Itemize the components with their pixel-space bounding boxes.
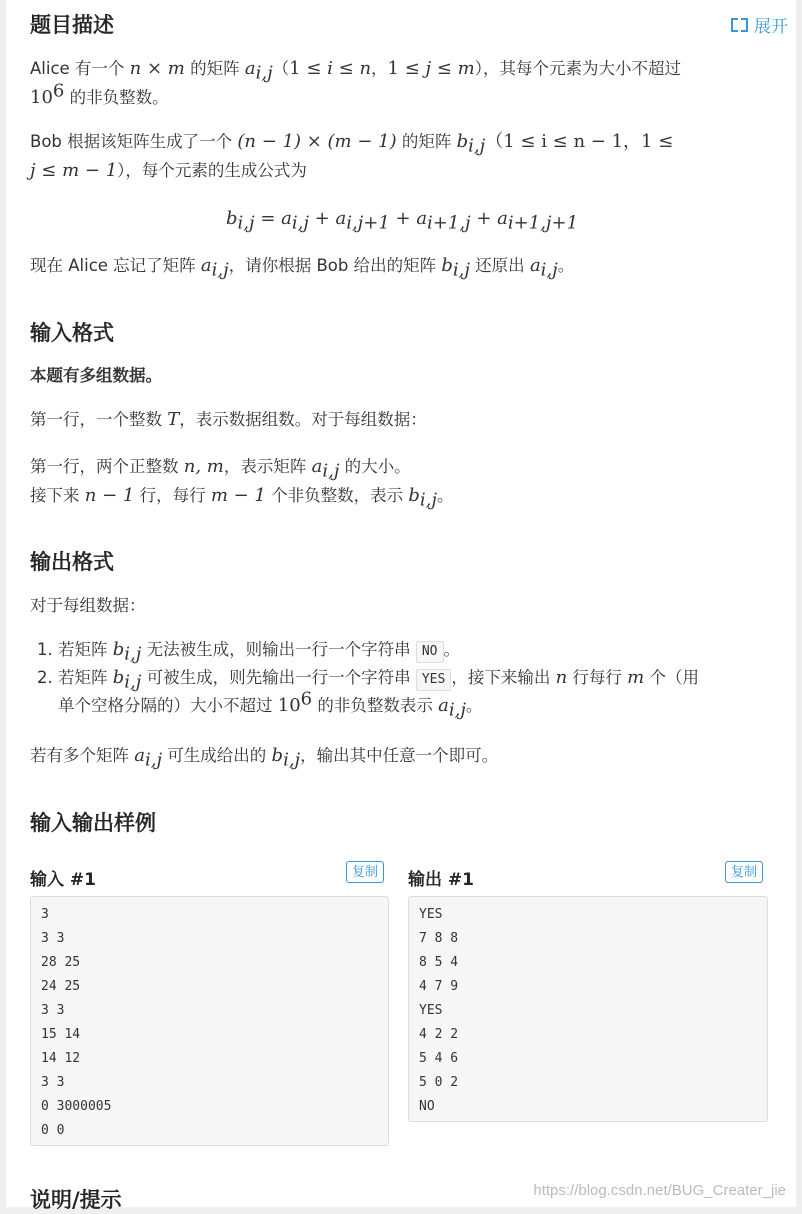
multi-test-note: 本题有多组数据。 <box>30 366 162 385</box>
input-line-3: 接下来 n − 1 行，每行 m − 1 个非负整数，表示 $b_{i,j}$。 <box>30 485 454 511</box>
output-rule-2: 2. 若矩阵 $b_{i,j}$ 可被生成，则先输出一行一个字符串 YES ，接下来输出 n 行每行 m 个（用 单个空格分隔的）大小不超过 $10^6$ 的非负整数表示 $a_{i,j}$。 <box>58 664 699 720</box>
sample-input-line: 0 3000005 <box>41 1099 112 1114</box>
problem-card <box>6 0 796 1212</box>
desc-line-4: j ≤ m − 1），每个元素的生成公式为 <box>30 160 307 181</box>
sample-output-line: 5 0 2 <box>419 1075 459 1090</box>
output-rule-1: 1. 若矩阵 $b_{i,j}$ 无法被生成，则输出一行一个字符串 NO 。 <box>58 636 699 664</box>
sample-input-line: 28 25 <box>41 955 81 970</box>
sample-input-line: 3 <box>41 907 49 922</box>
sample-output-label: 输出 #1 <box>408 870 474 890</box>
sample-input-line: 0 0 <box>41 1123 65 1138</box>
sample-output-line: 8 5 4 <box>419 955 459 970</box>
desc-line-1: Alice 有一个 n × m 的矩阵 $a_{i,j}(1 \le i \le n$，1 ≤ j ≤ m），其每个元素为大小不超过 <box>30 58 681 84</box>
copy-input-button[interactable]: 复制 <box>346 861 384 883</box>
sample-output-line: YES <box>419 907 443 922</box>
sample-input-line: 3 3 <box>41 1003 65 1018</box>
input-line-1: 第一行，一个整数 T，表示数据组数。对于每组数据： <box>30 409 427 430</box>
sample-input-line: 14 12 <box>41 1051 81 1066</box>
sample-output-line: 7 8 8 <box>419 931 459 946</box>
sample-output-line: 5 4 6 <box>419 1051 459 1066</box>
expand-label: 展开 <box>754 17 788 37</box>
output-final-note: 若有多个矩阵 $a_{i,j}$ 可生成给出的 $b_{i,j}$，输出其中任意一个即可。 <box>30 745 499 771</box>
sample-input-label: 输入 #1 <box>30 870 96 890</box>
section-title-description: 题目描述 <box>30 13 114 37</box>
section-title-samples: 输入输出样例 <box>30 811 156 835</box>
sample-output-line: 4 2 2 <box>419 1027 459 1042</box>
section-title-output-format: 输出格式 <box>30 550 114 574</box>
desc-line-5: 现在 Alice 忘记了矩阵 $a_{i,j}$，请你根据 Bob 给出的矩阵 $b_{i,j}$ 还原出 $a_{i,j}$。 <box>30 255 575 281</box>
expand-button[interactable] <box>731 12 788 37</box>
sample-output-line: YES <box>419 1003 443 1018</box>
sample-output-box[interactable] <box>408 896 768 1122</box>
sample-input-box[interactable] <box>30 896 389 1146</box>
generation-formula: $b_{i,j} = a_{i,j} + a_{i,j+1} + a_{i+1,j} + a_{i+1,j+1}$ <box>226 208 579 234</box>
sample-input-line: 3 3 <box>41 931 65 946</box>
sample-output-line: NO <box>419 1099 435 1114</box>
section-title-hints: 说明/提示 <box>30 1188 122 1212</box>
sample-output-line: 4 7 9 <box>419 979 459 994</box>
code-yes: YES <box>416 669 451 691</box>
section-title-input-format: 输入格式 <box>30 321 114 345</box>
sample-input-line: 15 14 <box>41 1027 81 1042</box>
sample-input-line: 24 25 <box>41 979 81 994</box>
copy-output-button[interactable]: 复制 <box>725 861 763 883</box>
output-rules-list <box>30 636 699 720</box>
watermark: https://blog.csdn.net/BUG_Creater_jie <box>533 1182 786 1199</box>
sample-input-line: 3 3 <box>41 1075 65 1090</box>
fullscreen-icon <box>731 18 748 32</box>
desc-line-3: Bob 根据该矩阵生成了一个 (n − 1) × (m − 1) 的矩阵 $b_{i,j}(1 \le i \le n - 1$，1 ≤ <box>30 131 674 157</box>
code-no: NO <box>416 641 444 663</box>
desc-line-2: $10^6$ 的非负整数。 <box>30 80 169 108</box>
output-intro: 对于每组数据： <box>30 596 146 615</box>
input-line-2: 第一行，两个正整数 n, m，表示矩阵 $a_{i,j}$ 的大小。 <box>30 456 411 482</box>
